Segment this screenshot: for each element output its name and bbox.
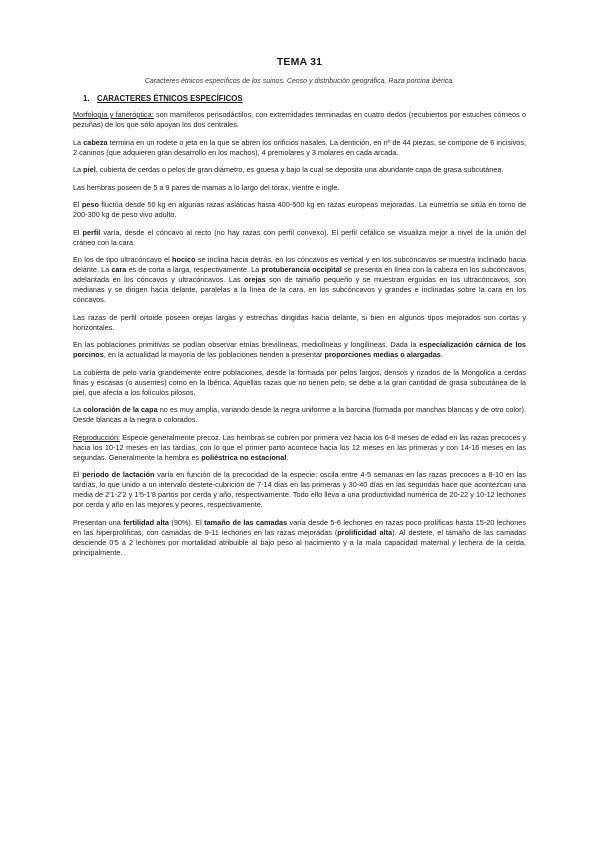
paragraph-text: termina en un rodete o jeta en la que se abren los orificios nasales. La dentición, en nº de 44 piezas, se compone de 6 incisivos, 2 caninos (que adquieren gran desarrollo en los machos), 4 premolares y 3 molares en cada arcada. — [73, 137, 526, 157]
paragraph-head — [73, 138, 526, 158]
paragraph-profile — [73, 228, 526, 248]
paragraph-text: Especie generalmente precoz. Las hembras se cubren por primera vez hacia los 6-8 meses de edad en las razas precoces y hacia los 10-12 meses en las tardías, con lo que el primer parto acontece hacia los 12 meses en las primeras y con 14-16 meses en las segundas. Generalmente la hembra es — [73, 432, 526, 462]
bold-term: orejas — [244, 275, 266, 284]
paragraph-proportions — [73, 340, 526, 360]
bold-term: fertilidad alta — [123, 517, 169, 527]
paragraph-text: varía desde 5-6 lechones en razas poco prolíficas hasta 15-20 lechones en las hiperprolíficas, con camadas de 9-11 lechones en las razas mejoradas ( — [73, 517, 526, 537]
paragraph-lactation — [73, 470, 526, 510]
bold-term: cabeza — [83, 137, 108, 147]
bold-term: cara — [111, 265, 127, 274]
paragraph-text: se inclina hacia detrás, en los cóncavos es vertical y en los subcóncavos se muestra inclinado hacia delante. La — [73, 255, 526, 274]
bold-term: proporciones medias o alargadas — [324, 350, 441, 359]
paragraph-coat: La cubierta de pelo varía grandemente entre poblaciones, desde la formada por pelos largos, densos y rizados de la Mongolica a cerdas finas y escasas (o ausentes) como en la Ibérica. Aquellas razas que no tienen pelo, se debe a la gran cantidad de grasa subcutánea de la piel, que afecta a los folículos pilosos. — [73, 367, 526, 397]
paragraph-text: no es muy amplia, variando desde la negra uniforme a la barcina (formada por manchas blancas y de otro color). Desde blancas a la negra o colorados. — [73, 405, 526, 424]
paragraph-profile-types — [73, 255, 526, 305]
paragraph-text: El — [73, 200, 82, 209]
bold-term: poliéstrica no estacional — [201, 452, 287, 462]
paragraph-heading: Reproducción: — [73, 432, 121, 442]
paragraph-morphology — [73, 110, 526, 130]
bold-term: tamaño de las camadas — [204, 517, 288, 527]
paragraph-text: son mamíferos perisodáctilos, con extremidades terminadas en cuatro dedos (recubiertos por estuches córneos o pezuñas) de los que sólo apoyan los dos centrales. — [73, 110, 526, 129]
paragraph-text: se presenta en línea con la cabeza en los subcóncavos, adelantada en los cóncavos y ultracóncavos. Las — [73, 265, 527, 284]
paragraph-text: . — [440, 350, 443, 359]
paragraph-text: (90%). El — [169, 517, 205, 527]
paragraph-text: La — [73, 405, 84, 414]
paragraph-text: , cubierta de cerdas o pelos de gran diámetro, es gruesa y bajo la cual se deposita una abundante capa de grasa subcutánea. — [95, 165, 504, 174]
section-heading — [83, 94, 526, 103]
bold-term: periodo de lactación — [82, 470, 155, 479]
bold-term: perfil — [82, 227, 101, 237]
bold-term: prolificidad alta — [337, 527, 393, 537]
paragraph-heading: Morfología y faneróptica: — [73, 110, 154, 119]
bold-term: piel — [83, 165, 96, 174]
paragraph-text: En las poblaciones primitivas se podían observar etnias brevilíneas, mediolíneas y longilíneas. Dada la — [73, 340, 420, 349]
section-number: 1. — [83, 94, 90, 103]
paragraph-text: La — [73, 165, 84, 174]
page-subtitle: Caracteres étnicos específicos de los suinos. Censo y distribución geográfica. Raza porcina ibérica. — [144, 78, 455, 85]
bold-term: protuberancia occipital — [261, 265, 342, 274]
paragraph-text: El — [73, 227, 83, 237]
paragraph-text: varía, desde el cóncavo al recto (no hay razas con perfil convexo). El perfil cefálico se visualiza mejor a nivel de la unión del cráneo con la cara. — [73, 227, 527, 247]
paragraph-text: Presentan una — [73, 517, 124, 527]
paragraph-fertility — [73, 518, 526, 558]
section-label: CARACTERES ÉTNICOS ESPECÍFICOS — [97, 94, 243, 103]
paragraph-coloration — [73, 405, 526, 425]
paragraph-text: varía en función de la precocidad de la especie: oscila entre 4-5 semanas en las razas precoces a 8-10 en las tardías, lo que unido a un intervalo destete-cubrición de 7-14 días en las primeras y 30-40 días en las segundas hace que acontezcan una media de 2'1-2'2 y 1'5-1'8 partos por cerda y año, respectivamente. Todo ello lleva a una productividad numérica de 20-22 y 10-12 lechones por cerda y año en las mejores y peores, respectivamente. — [73, 470, 527, 509]
paragraph-text: En los de tipo ultracóncavo el — [73, 255, 173, 264]
paragraph-ears: Las razas de perfil ortoide poseen orejas largas y estrechas dirigidas hacia delante, si bien en algunos tipos mejorados son cortas y horizontales. — [73, 312, 526, 332]
paragraph-reproduction — [73, 433, 526, 463]
bold-term: especialización cárnica de los porcinos — [73, 340, 526, 359]
bold-term: hocico — [172, 255, 196, 264]
paragraph-text: son de tamaño pequeño y se muestran erguidas en los ultracóncavos, son medianas y se dirigen hacia delante, paralelas a la línea de la cara, en los subcóncavos y grandes e inclinadas sobre la cara en los cóncavos. — [73, 275, 526, 304]
paragraph-text: La — [73, 137, 84, 147]
paragraph-text: fluctúa desde 50 kg en algunas razas asiáticas hasta 400-500 kg en razas europeas mejoradas. La eumetría se sitúa en torno de 200-300 kg de peso vivo adulto. — [73, 200, 527, 219]
paragraph-mammae: Las hembras poseen de 5 a 9 pares de mamas a lo largo del tórax, vientre e ingle. — [73, 182, 340, 192]
paragraph-text: es de corta a larga, respectivamente. La — [126, 265, 262, 274]
paragraph-text: , en la actualidad la mayoría de las poblaciones tienden a presentar — [103, 350, 325, 359]
page-title: TEMA 31 — [276, 56, 323, 68]
bold-term: coloración de la capa — [83, 405, 158, 414]
bold-term: peso — [81, 200, 99, 209]
paragraph-text: El — [73, 470, 83, 479]
paragraph-text: . — [286, 452, 289, 462]
paragraph-skin — [73, 165, 526, 175]
paragraph-text: ). Al destete, el tamaño de las camadas desciende 0'5 a 2 lechones por mortalidad atribuible al bajo peso al nacimiento y a la mala capacidad maternal y lechera de la cerda, principalmente. — [73, 527, 526, 557]
paragraph-weight — [73, 200, 526, 220]
